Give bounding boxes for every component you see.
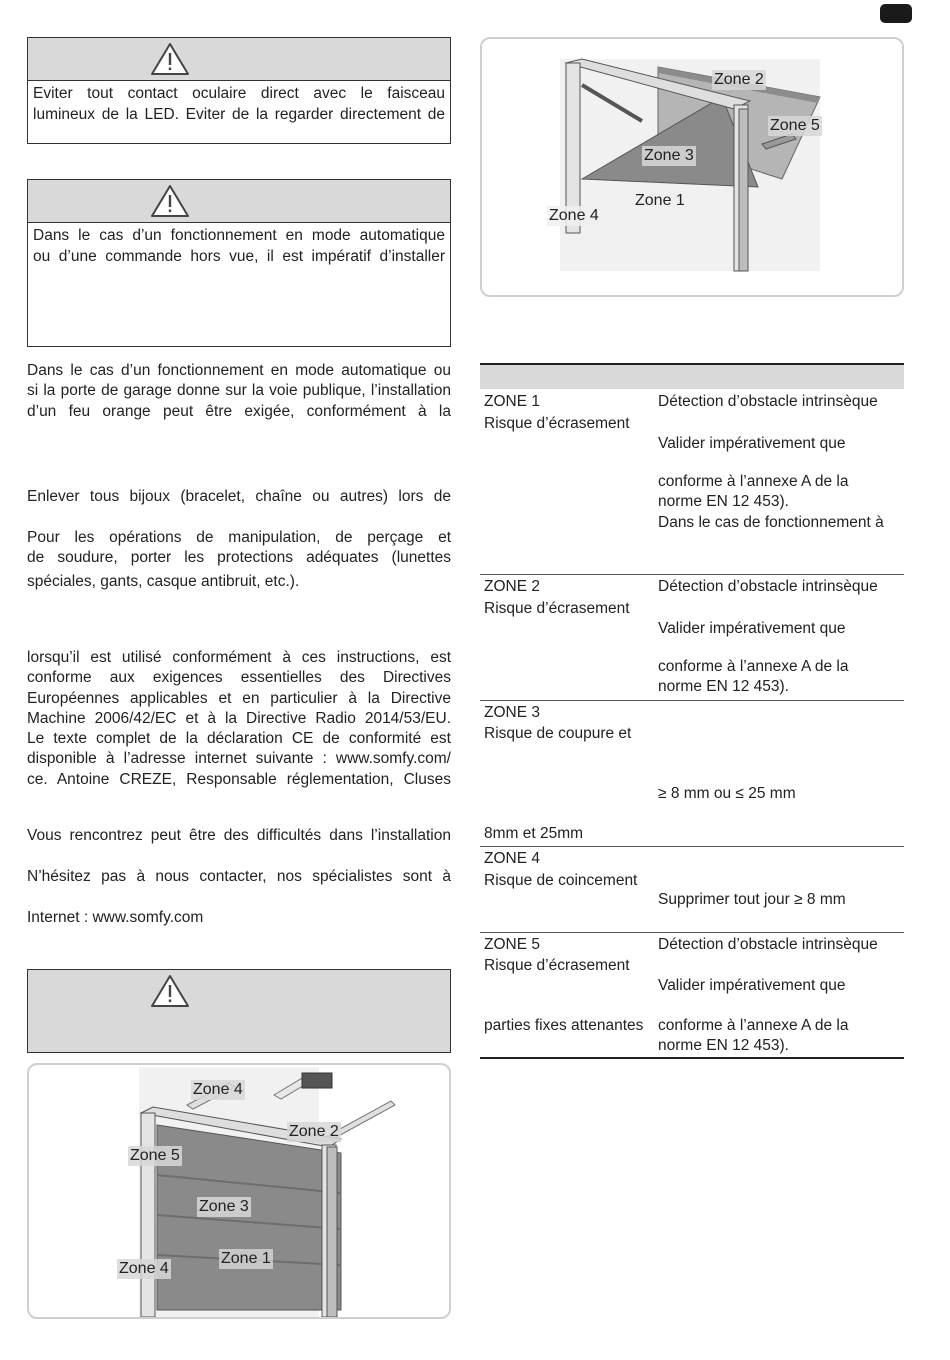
warning-triangle-icon	[150, 42, 190, 76]
page-number-badge	[880, 4, 912, 23]
paragraph-internet	[27, 908, 451, 928]
text-line: d’un feu orange peut être exigée, conformément à la	[27, 402, 451, 420]
sectional-door-illustration	[29, 1065, 449, 1317]
cell-line: Détection d’obstacle intrinsèque	[658, 393, 878, 410]
zone-label: Zone 2	[289, 1123, 339, 1140]
zones-risk-table	[480, 363, 904, 1059]
zone-label: Zone 1	[635, 192, 685, 209]
cell-line	[658, 703, 796, 724]
cell-line	[658, 956, 878, 976]
paragraph-orange-light	[27, 361, 451, 422]
table-row-zone-5	[480, 933, 904, 1059]
cell-line	[484, 744, 631, 764]
table-header	[480, 363, 904, 389]
row-cell-left	[484, 849, 637, 891]
tilting-door-illustration	[482, 39, 902, 295]
row-cell-left	[484, 703, 631, 845]
cell-line: Valider impérativement que	[658, 435, 846, 452]
warning-triangle-icon	[150, 974, 190, 1008]
zone-label: Zone 4	[193, 1081, 243, 1098]
row-cell-left	[484, 392, 630, 434]
cell-line	[658, 744, 796, 764]
cell-line: norme EN 12 453).	[658, 678, 789, 695]
cell-line: conforme à l’annexe A de la	[658, 658, 849, 675]
table-row-zone-1	[480, 389, 904, 575]
cell-line: ZONE 5	[484, 936, 540, 953]
cell-line: 8mm et 25mm	[484, 825, 584, 842]
cell-line	[484, 804, 631, 824]
text-line: Internet : www.somfy.com	[27, 909, 204, 926]
row-cell-left	[484, 577, 630, 619]
warning-header	[28, 180, 450, 223]
cell-line	[484, 764, 631, 784]
warning-box-danger-zones	[27, 969, 451, 1053]
zone-label: Zone 3	[199, 1198, 249, 1215]
warning-triangle-icon	[150, 184, 190, 218]
warning-header	[28, 970, 450, 1012]
zone-label: Zone 1	[221, 1250, 271, 1267]
zone-label: Zone 4	[119, 1260, 169, 1277]
row-cell-right	[658, 703, 796, 805]
zone-label: Zone 4	[549, 207, 599, 224]
cell-line: Valider impérativement que	[658, 620, 846, 637]
cell-line: Détection d’obstacle intrinsèque	[658, 578, 878, 595]
cell-line: Risque d’écrasement	[484, 957, 630, 974]
row-cell-left	[484, 935, 643, 1037]
text-line: Enlever tous bijoux (bracelet, chaîne ou autres) lors de	[27, 488, 451, 505]
cell-line	[484, 976, 643, 996]
table-row-zone-3	[480, 701, 904, 847]
cell-line	[658, 849, 846, 870]
zone-label: Zone 5	[770, 117, 820, 134]
text-line: si la porte de garage donne sur la voie publique, l’installation	[27, 382, 451, 400]
text-line: de soudure, porter les protections adéquates (lunettes	[27, 549, 451, 567]
cell-line	[658, 764, 796, 784]
text-line: Machine 2006/42/EC et à la Directive Radio 2014/53/EU.	[27, 709, 451, 727]
cell-line: Valider impérativement que	[658, 977, 846, 994]
cell-line: Risque de coupure et	[484, 725, 632, 742]
warning-header	[28, 38, 450, 81]
cell-line	[484, 784, 631, 804]
text-line: Dans le cas d’un fonctionnement en mode automatique ou	[27, 362, 451, 379]
cell-line: Risque d’écrasement	[484, 414, 630, 432]
cell-line: ZONE 4	[484, 850, 540, 867]
text-line: conforme aux exigences essentielles des Directives	[27, 669, 451, 687]
zone-label: Zone 2	[714, 71, 764, 88]
warning-line: Eviter tout contact oculaire direct avec le faisceau	[33, 85, 445, 102]
row-cell-right	[658, 577, 878, 698]
table-row-zone-4	[480, 847, 904, 933]
table-row-zone-2	[480, 575, 904, 701]
cell-line: norme EN 12 453).	[658, 493, 789, 510]
text-line: lorsqu’il est utilisé conformément à ces instructions, est	[27, 649, 451, 666]
warning-box-automatic-mode	[27, 179, 451, 347]
text-line: Pour les opérations de manipulation, de perçage et	[27, 529, 451, 546]
cell-line: Détection d’obstacle intrinsèque	[658, 936, 878, 953]
warning-line: lumineux de la LED. Eviter de la regarder directement de	[33, 105, 445, 123]
cell-line: parties fixes attenantes	[484, 1017, 644, 1034]
cell-line: norme EN 12 453).	[658, 1037, 789, 1054]
cell-line: Dans le cas de fonctionnement à	[658, 514, 884, 531]
warning-line: ou d’une commande hors vue, il est impératif d’installer	[33, 247, 445, 265]
row-cell-right	[658, 849, 846, 911]
text-line: disponible à l’adresse internet suivante : www.somfy.com/	[27, 750, 451, 768]
figure-sectional-door	[27, 1063, 451, 1319]
row-cell-right	[658, 392, 884, 534]
cell-line: ZONE 1	[484, 393, 540, 410]
cell-line: ZONE 3	[484, 704, 540, 721]
zone-label: Zone 5	[130, 1147, 180, 1164]
row-cell-right	[658, 935, 878, 1057]
cell-line: ≥ 8 mm ou ≤ 25 mm	[658, 785, 796, 802]
paragraph-conformity	[27, 648, 451, 790]
paragraph-difficulties	[27, 826, 451, 846]
cell-line	[658, 870, 846, 890]
warning-line: Dans le cas d’un fonctionnement en mode automatique	[33, 227, 445, 244]
text-line: Européennes applicables et en particulier à la Directive	[27, 689, 451, 707]
cell-line: Risque de coincement	[484, 871, 638, 889]
cell-line: conforme à l’annexe A de la	[658, 1017, 849, 1034]
text-line: Vous rencontrez peut être des difficultés dans l’installation	[27, 827, 451, 844]
figure-tilting-door	[480, 37, 904, 297]
cell-line	[658, 724, 796, 744]
cell-line: Supprimer tout jour ≥ 8 mm	[658, 891, 846, 908]
paragraph-jewelry	[27, 487, 451, 507]
cell-line	[658, 453, 884, 472]
cell-line	[658, 598, 878, 619]
cell-line: Risque d’écrasement	[484, 599, 630, 617]
text-line: spéciales, gants, casque antibruit, etc.).	[27, 572, 300, 590]
zone-label: Zone 3	[644, 147, 694, 164]
text-line: N’hésitez pas à nous contacter, nos spécialistes sont à	[27, 868, 451, 885]
cell-line	[658, 638, 878, 657]
cell-line	[484, 996, 643, 1016]
cell-line: conforme à l’annexe A de la	[658, 473, 849, 490]
text-line: ce. Antoine CREZE, Responsable réglementation, Cluses	[27, 770, 451, 788]
cell-line	[658, 413, 884, 434]
text-line: Le texte complet de la déclaration CE de conformité est	[27, 730, 451, 748]
paragraph-contact	[27, 867, 451, 887]
warning-box-led	[27, 37, 451, 144]
cell-line	[658, 996, 878, 1016]
paragraph-protection	[27, 528, 451, 592]
cell-line: ZONE 2	[484, 578, 540, 595]
